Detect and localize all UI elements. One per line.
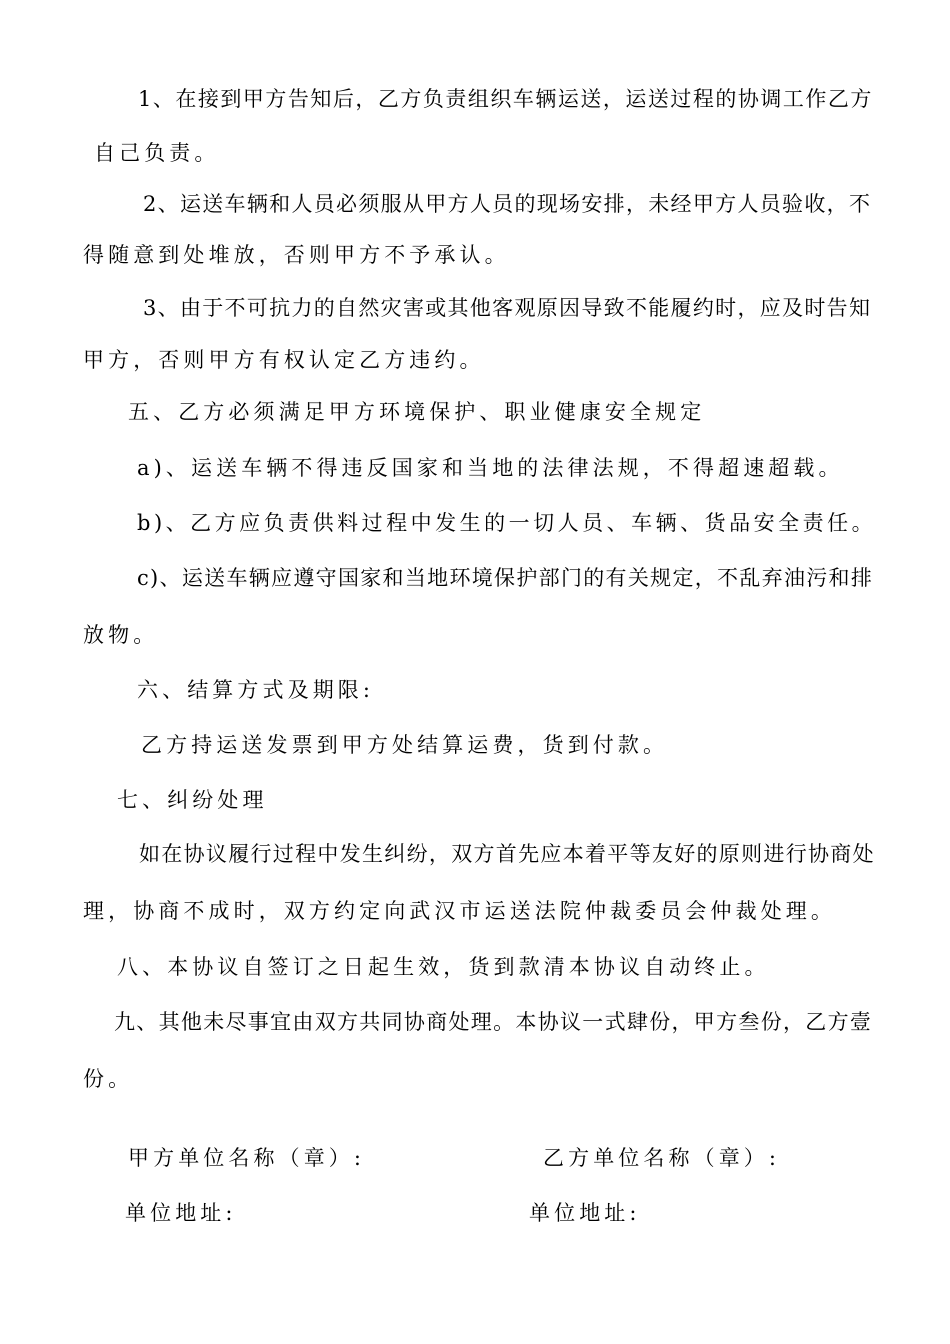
section-7-title: 七、纠纷处理: [117, 788, 268, 812]
clause-3-line-1: 3、由于不可抗力的自然灾害或其他客观原因导致不能履约时，应及时告知: [143, 296, 872, 320]
section-5-title: 五、乙方必须满足甲方环境保护、职业健康安全规定: [128, 400, 706, 424]
clause-2-line-2: 得随意到处堆放，否则甲方不予承认。: [83, 243, 510, 267]
section-5-item-a: a)、运送车辆不得违反国家和当地的法律法规，不得超速超载。: [137, 456, 844, 480]
clause-2-line-1: 2、运送车辆和人员必须服从甲方人员的现场安排，未经甲方人员验收，不: [143, 192, 872, 216]
section-5-item-b: b)、乙方应负责供料过程中发生的一切人员、车辆、货品安全责任。: [137, 511, 877, 535]
party-a-address-label: 单位地址:: [125, 1201, 237, 1225]
party-b-address-label: 单位地址:: [529, 1201, 641, 1225]
clause-1-line-1: 1、在接到甲方告知后，乙方负责组织车辆运送，运送过程的协调工作乙方: [138, 87, 873, 111]
section-6-title: 六、结算方式及期限:: [137, 678, 375, 702]
section-5-item-c-line-2: 放物。: [83, 623, 159, 647]
party-a-name-label: 甲方单位名称（章）:: [128, 1146, 366, 1170]
section-5-item-c-line-1: c)、运送车辆应遵守国家和当地环境保护部门的有关规定，不乱弃油污和排: [137, 566, 874, 590]
clause-1-line-2: 自己负责。: [94, 141, 220, 165]
section-9-line-2: 份。: [83, 1067, 134, 1091]
section-8: 八、本协议自签订之日起生效，货到款清本协议自动终止。: [117, 955, 770, 979]
section-7-line-1: 如在协议履行过程中发生纠纷，双方首先应本着平等友好的原则进行协商处: [139, 842, 875, 866]
party-b-name-label: 乙方单位名称（章）:: [543, 1146, 781, 1170]
section-6-body: 乙方持运送发票到甲方处结算运费，货到付款。: [141, 733, 669, 757]
section-7-line-2: 理，协商不成时，双方约定向武汉市运送法院仲裁委员会仲裁处理。: [83, 899, 836, 923]
clause-3-line-2: 甲方，否则甲方有权认定乙方违约。: [83, 348, 485, 372]
section-9-line-1: 九、其他未尽事宜由双方共同协商处理。本协议一式肆份，甲方叁份，乙方壹: [114, 1010, 873, 1034]
